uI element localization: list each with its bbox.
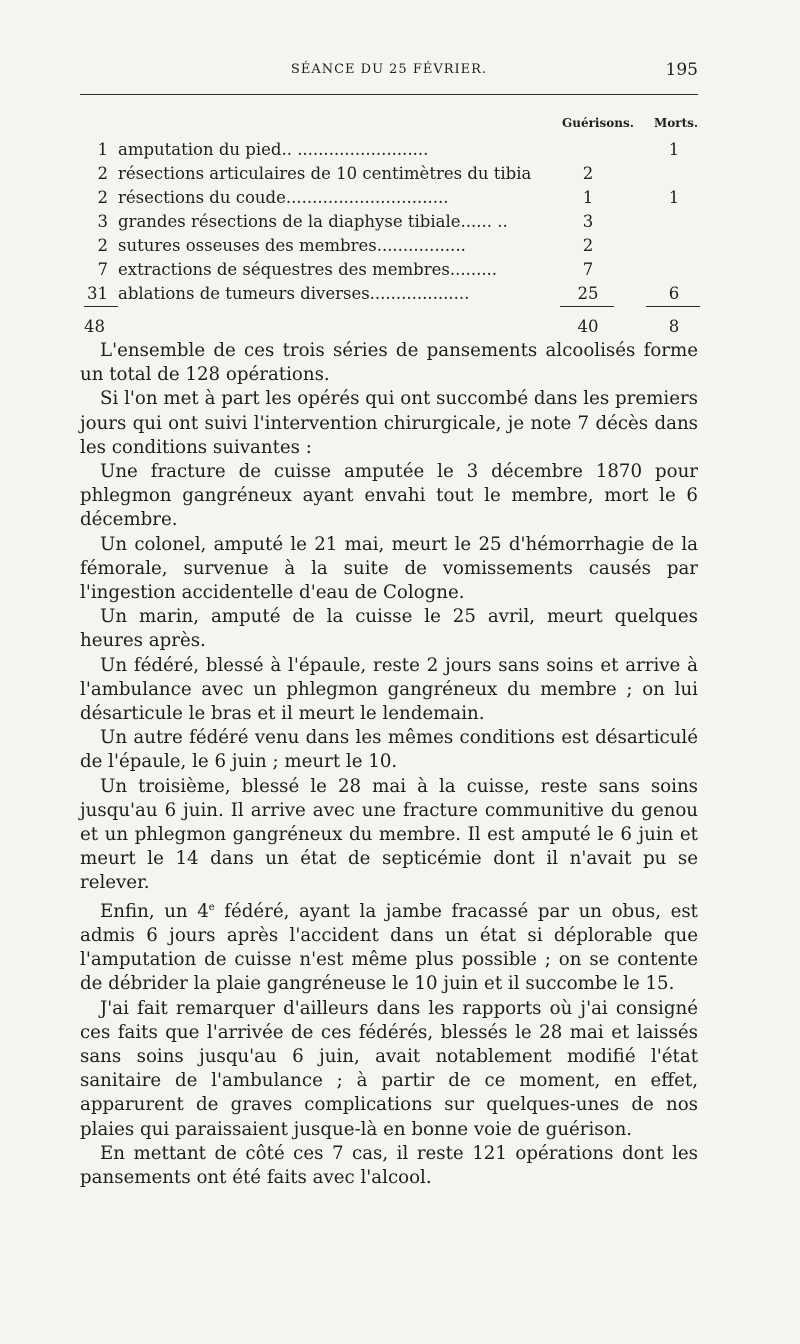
paragraph: Un autre fédéré venu dans les mêmes conditions est désarticulé de l'épaule, le 6 juin ; meurt le 10. <box>80 727 698 773</box>
totals-row <box>84 312 700 342</box>
page-header <box>80 62 698 86</box>
row-label: résections du coude............................... <box>118 188 449 207</box>
table-row <box>84 186 700 210</box>
table-row <box>84 138 700 162</box>
table-row <box>84 210 700 234</box>
table-row <box>84 258 700 282</box>
table-row <box>84 234 700 258</box>
paragraph: Un troisième, blessé le 28 mai à la cuisse, reste sans soins jusqu'au 6 juin. Il arrive avec une fracture communitive du genou et un phlegmon gangréneux du membre. Il est amputé le 6 juin et meurt le 14 dans un état de septicémie dont il n'avait pu se relever. <box>80 775 698 894</box>
row-morts: 1 <box>668 188 680 207</box>
paragraph: Si l'on met à part les opérés qui ont succombé dans les premiers jours qui ont suivi l'intervention chirurgicale, je note 7 décès dans les conditions suivantes : <box>80 388 698 458</box>
row-count: 7 <box>97 260 108 279</box>
paragraph-text-post: fédéré, ayant la jambe fracassé par un obus, est admis 6 jours après l'accident dans un état si déplorable que l'amputation de cuisse n'est même plus possible ; on se contente de débrider la plaie gangréneuse le 10 juin et il succombe le 15. <box>80 900 698 995</box>
total-rule-guerisons <box>560 306 614 307</box>
paragraph: En mettant de côté ces 7 cas, il reste 121 opérations dont les pansements ont été faits avec l'alcool. <box>80 1142 698 1188</box>
row-morts: 6 <box>668 284 680 303</box>
row-count: 31 <box>87 284 108 303</box>
operations-table <box>84 116 700 342</box>
total-rule-count <box>84 306 118 307</box>
total-guerisons: 40 <box>577 317 599 336</box>
row-count: 2 <box>97 164 108 183</box>
row-count: 2 <box>97 188 108 207</box>
total-count: 48 <box>84 317 105 336</box>
paragraph: Un fédéré, blessé à l'épaule, reste 2 jours sans soins et arrive à l'ambulance avec un phlegmon gangréneux du membre ; on lui désarticule le bras et il meurt le lendemain. <box>80 654 698 725</box>
row-label: sutures osseuses des membres................. <box>118 236 466 255</box>
paragraph: Un marin, amputé de la cuisse le 25 avril, meurt quelques heures après. <box>80 606 698 652</box>
row-guerisons: 2 <box>582 164 594 183</box>
page-number: 195 <box>665 60 698 80</box>
table-column-headers <box>84 116 700 138</box>
row-guerisons: 2 <box>582 236 594 255</box>
total-morts: 8 <box>668 317 680 336</box>
total-rule-morts <box>646 306 700 307</box>
table-row <box>84 282 700 306</box>
row-count: 1 <box>97 140 108 159</box>
row-label: amputation du pied.. ......................... <box>118 140 429 159</box>
row-count: 2 <box>97 236 108 255</box>
paragraph: J'ai fait remarquer d'ailleurs dans les rapports où j'ai consigné ces faits que l'arrivée de ces fédérés, blessés le 28 mai et laissés sans soins jusqu'au 6 juin, avait notablement modifié l'état sanitaire de l'ambulance ; à partir de ce moment, en effet, apparurent de graves complications sur quelques-unes de nos plaies qui paraissaient jusque-là en bonne voie de guérison. <box>80 997 698 1140</box>
paragraph: Une fracture de cuisse amputée le 3 décembre 1870 pour phlegmon gangréneux ayant envahi tout le membre, mort le 6 décembre. <box>80 461 698 531</box>
ordinal-suffix: e <box>208 901 215 913</box>
paragraph-text-pre: Enfin, un 4 <box>100 900 209 922</box>
row-guerisons: 25 <box>577 284 599 303</box>
body-text <box>80 339 698 1190</box>
row-label: ablations de tumeurs diverses................... <box>118 284 470 303</box>
col-header-guerisons: Guérisons. <box>562 116 634 130</box>
row-label: résections articulaires de 10 centimètres du tibia <box>118 164 532 183</box>
header-rule <box>80 94 698 95</box>
row-morts: 1 <box>668 140 680 159</box>
row-guerisons: 1 <box>582 188 594 207</box>
paragraph: L'ensemble de ces trois séries de pansements alcoolisés forme un total de 128 opérations. <box>80 340 698 386</box>
table-row <box>84 162 700 186</box>
row-guerisons: 3 <box>582 212 594 231</box>
paragraph-fourth-federe <box>80 896 698 997</box>
col-header-morts: Morts. <box>654 116 699 130</box>
running-title: SÉANCE DU 25 FÉVRIER. <box>290 62 488 77</box>
paragraph: Un colonel, amputé le 21 mai, meurt le 25 d'hémorrhagie de la fémorale, survenue à la suite de vomissements causés par l'ingestion accidentelle d'eau de Cologne. <box>80 533 698 604</box>
row-label: grandes résections de la diaphyse tibiale...... .. <box>118 212 508 231</box>
row-count: 3 <box>97 212 108 231</box>
row-label: extractions de séquestres des membres......... <box>118 260 498 279</box>
row-guerisons: 7 <box>582 260 594 279</box>
